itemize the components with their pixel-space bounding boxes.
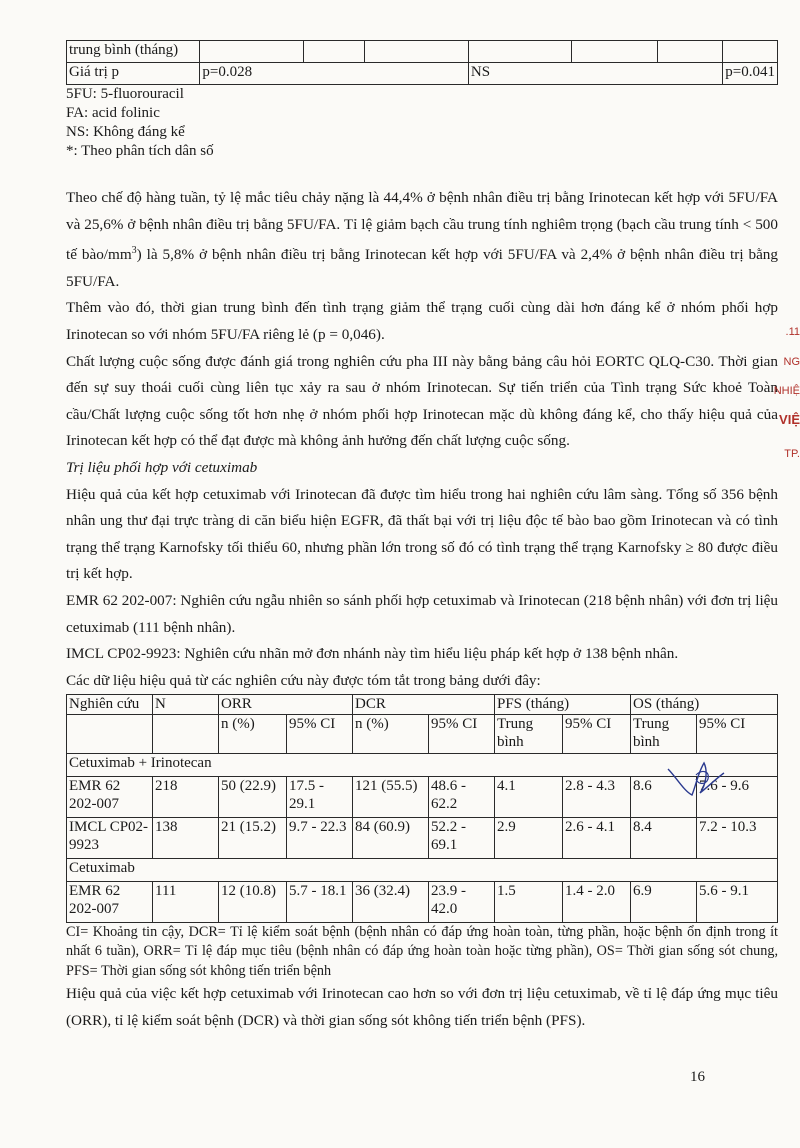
- column-header: Nghiên cứu: [67, 695, 153, 715]
- table-cell: 36 (32.4): [353, 881, 429, 922]
- table-cell: 5.7 - 18.1: [287, 881, 353, 922]
- table-cell: 8.4: [631, 817, 697, 858]
- table-cell: 12 (10.8): [219, 881, 287, 922]
- column-subheader: 95% CI: [429, 714, 495, 753]
- table-cell: 121 (55.5): [353, 776, 429, 817]
- column-header: PFS (tháng): [495, 695, 631, 715]
- table-cell: 2.6 - 4.1: [563, 817, 631, 858]
- page-content: [66, 40, 778, 1035]
- signature-mark: [666, 755, 726, 803]
- table-cell: trung bình (tháng): [67, 41, 200, 63]
- stamp-fragment: .11: [785, 326, 800, 338]
- table-row: [67, 881, 778, 922]
- table-cell: 84 (60.9): [353, 817, 429, 858]
- paragraph-diarrhea: Theo chế độ hàng tuần, tỷ lệ mắc tiêu chảy nặng là 44,4% ở bệnh nhân điều trị bằng Irinotecan kết hợp với 5FU/FA và 25,6% ở bệnh nhân điều trị bằng 5FU/FA. Tỉ lệ giảm bạch cầu trung tính nghiêm trọng (bạch cầu trung tính < 500 tế bào/$mm^3$) là 5,8% ở bệnh nhân điều trị bằng Irinotecan kết hợp với 5FU/FA và 2,4% ở bệnh nhân điều trị bằng 5FU/FA.: [66, 189, 778, 290]
- table-row: [67, 63, 778, 85]
- table-header-row: [67, 695, 778, 715]
- table-cell: 7.6 - 9.6: [697, 776, 778, 817]
- table-cell: 23.9 - 42.0: [429, 881, 495, 922]
- table-cell: Giá trị p: [67, 63, 200, 85]
- page-number: 16: [690, 1069, 705, 1085]
- group-label: Cetuximab + Irinotecan: [67, 753, 778, 776]
- paragraph-table-intro: Các dữ liệu hiệu quả từ các nghiên cứu này được tóm tắt trong bảng dưới đây:: [66, 671, 541, 689]
- table-cell: 8.6: [631, 776, 697, 817]
- abbreviation: NS: Không đáng kể: [66, 124, 185, 140]
- table-cell: p=0.028: [200, 63, 468, 85]
- abbreviation: FA: acid folinic: [66, 105, 160, 121]
- table-footnote: CI= Khoảng tin cậy, DCR= Tỉ lệ kiểm soát bệnh (bệnh nhân có đáp ứng hoàn toàn, từng phần, hoặc bệnh ổn định trong ít nhất 6 tuần), ORR= Tỉ lệ đáp mục tiêu (bệnh nhân có đáp ứng hoàn toàn hoặc từng phần), OS= Thời gian sống sót chung, PFS= Thời gian sống sót không tiến triển bệnh: [66, 923, 778, 979]
- column-header: N: [153, 695, 219, 715]
- table-cell: 2.9: [495, 817, 563, 858]
- table-cell: 138: [153, 817, 219, 858]
- table-cell: 6.9: [631, 881, 697, 922]
- table-row: [67, 41, 778, 63]
- abbreviation-list: [66, 85, 778, 161]
- table-cell: 17.5 - 29.1: [287, 776, 353, 817]
- table-cell: NS: [468, 63, 722, 85]
- stamp-fragment: VIỆ: [779, 412, 800, 427]
- table-cell: EMR 62 202-007: [67, 776, 153, 817]
- table-cell: 2.8 - 4.3: [563, 776, 631, 817]
- table-cell: 111: [153, 881, 219, 922]
- abbreviation: 5FU: 5-fluorouracil: [66, 86, 184, 102]
- section-heading: Trị liệu phối hợp với cetuximab: [66, 459, 258, 476]
- paragraph-cetuximab: Hiệu quả của kết hợp cetuximab với Irinotecan đã được tìm hiểu trong hai nghiên cứu lâm sàng. Tổng số 356 bệnh nhân ung thư đại trực tràng di căn biểu hiện EGFR, đã thất bại với trị liệu độc tế bào bao gồm Irinotecan và có tình trạng thể trạng Karnofsky tối thiểu 60, nhưng phần lớn trong số đó có tình trạng thể trạng Karnofsky ≥ 80 được điều trị kết hợp.: [66, 485, 778, 583]
- table-cell: 1.5: [495, 881, 563, 922]
- table-group-row: [67, 858, 778, 881]
- column-header: OS (tháng): [631, 695, 778, 715]
- table-row: [67, 817, 778, 858]
- table-cell: EMR 62 202-007: [67, 881, 153, 922]
- table-cell: 1.4 - 2.0: [563, 881, 631, 922]
- paragraph-quality-of-life: Chất lượng cuộc sống được đánh giá trong nghiên cứu pha III này bằng bảng câu hỏi EORTC QLQ-C30. Thời gian đến sự suy thoái cuối cùng liên tục xảy ra sau ở nhóm Irinotecan. Sự tiến triển của Tình trạng Sức khoẻ Toàn cầu/Chất lượng cuộc sống tốt hơn nhẹ ở nhóm phối hợp Irinotecan mặc dù không đáng kể, cho thấy hiệu quả của Irinotecan kết hợp có thể đạt được mà không ảnh hưởng đến chất lượng cuộc sống.: [66, 352, 778, 450]
- table-cell: 48.6 - 62.2: [429, 776, 495, 817]
- table-cell: 7.2 - 10.3: [697, 817, 778, 858]
- stamp-fragment: TP.: [784, 448, 800, 460]
- table-cell: 218: [153, 776, 219, 817]
- paragraph-emr-study: EMR 62 202-007: Nghiên cứu ngẫu nhiên so sánh phối hợp cetuximab và Irinotecan (218 bệnh nhân) với đơn trị liệu cetuximab (111 bệnh nhân).: [66, 591, 778, 636]
- column-header: DCR: [353, 695, 495, 715]
- table-cell: 52.2 - 69.1: [429, 817, 495, 858]
- stamp-fragment: NHIỆ: [773, 385, 800, 397]
- paragraph-performance: Thêm vào đó, thời gian trung bình đến tình trạng giảm thể trạng cuối cùng dài hơn đáng kể ở nhóm phối hợp Irinotecan so với nhóm 5FU/FA riêng lẻ (p = 0,046).: [66, 299, 778, 344]
- column-subheader: Trung bình: [495, 714, 563, 753]
- column-subheader: n (%): [353, 714, 429, 753]
- column-header: ORR: [219, 695, 353, 715]
- table-cell: 21 (15.2): [219, 817, 287, 858]
- table-cell: p=0.041: [723, 63, 778, 85]
- table-cell: 4.1: [495, 776, 563, 817]
- column-subheader: n (%): [219, 714, 287, 753]
- p-value-table: [66, 40, 778, 85]
- table-cell: 50 (22.9): [219, 776, 287, 817]
- table-cell: 5.6 - 9.1: [697, 881, 778, 922]
- paragraph-imcl-study: IMCL CP02-9923: Nghiên cứu nhãn mở đơn nhánh này tìm hiểu liệu pháp kết hợp ở 138 bệnh nhân.: [66, 645, 679, 663]
- table-cell: IMCL CP02-9923: [67, 817, 153, 858]
- column-subheader: 95% CI: [287, 714, 353, 753]
- paragraph-conclusion: Hiệu quả của việc kết hợp cetuximab với Irinotecan cao hơn so với đơn trị liệu cetuximab, về tỉ lệ đáp ứng mục tiêu (ORR), tỉ lệ kiểm soát bệnh (DCR) và thời gian sống sót không tiến triển bệnh (PFS).: [66, 985, 778, 1029]
- table-cell: 9.7 - 22.3: [287, 817, 353, 858]
- efficacy-table: [66, 694, 778, 923]
- column-subheader: 95% CI: [697, 714, 778, 753]
- column-subheader: Trung bình: [631, 714, 697, 753]
- table-subheader-row: [67, 714, 778, 753]
- group-label: Cetuximab: [67, 858, 778, 881]
- stamp-fragment: NG: [783, 356, 800, 368]
- abbreviation: *: Theo phân tích dân số: [66, 143, 214, 159]
- column-subheader: 95% CI: [563, 714, 631, 753]
